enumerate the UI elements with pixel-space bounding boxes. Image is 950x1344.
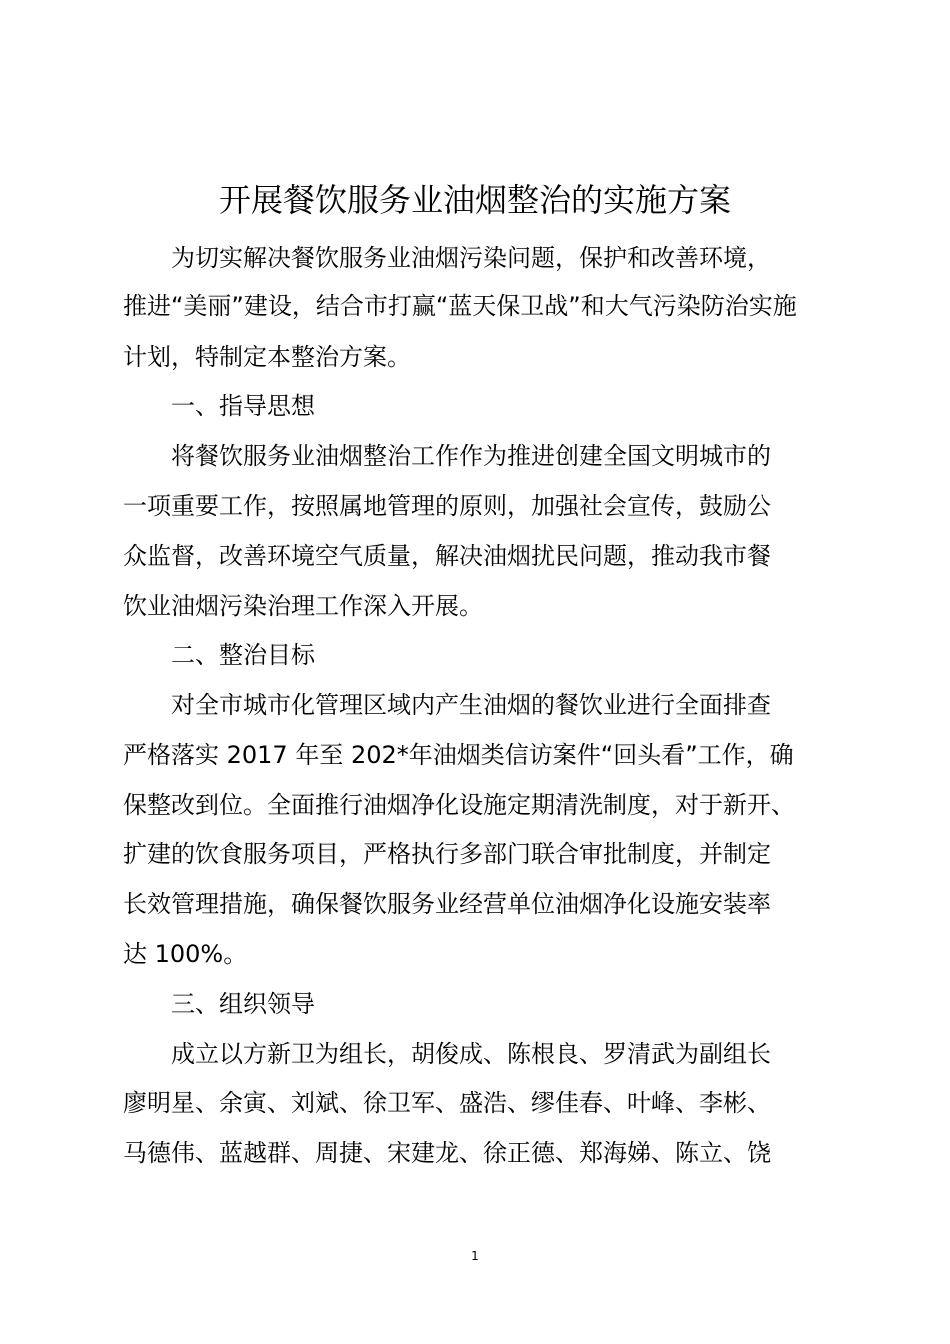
body-line: 一项重要工作，按照属地管理的原则，加强社会宣传，鼓励公 [123,492,771,520]
body-line: 众监督，改善环境空气质量，解决油烟扰民问题，推动我市餐 [123,542,771,570]
section-heading-goals: 二、整治目标 [171,641,315,669]
page-number: 1 [471,1249,479,1263]
body-line: 推进“美丽”建设，结合市打赢“蓝天保卫战”和大气污染防治实施 [123,292,797,320]
body-line: 保整改到位。全面推行油烟净化设施定期清洗制度，对于新开、 [123,791,795,819]
body-line: 成立以方新卫为组长，胡俊成、陈根良、罗清武为副组长 [171,1040,771,1068]
body-line: 扩建的饮食服务项目，严格执行多部门联合审批制度，并制定 [123,840,771,868]
section-heading-guiding-thought: 一、指导思想 [171,392,315,420]
body-line: 对全市城市化管理区域内产生油烟的餐饮业进行全面排查 [171,691,771,719]
body-line: 廖明星、余寅、刘斌、徐卫军、盛浩、缪佳春、叶峰、李彬、 [123,1089,771,1117]
section-heading-organization: 三、组织领导 [171,990,315,1018]
body-line: 饮业油烟污染治理工作深入开展。 [123,592,483,620]
document-title: 开展餐饮服务业油烟整治的实施方案 [218,181,731,219]
body-line: 长效管理措施，确保餐饮服务业经营单位油烟净化设施安装率 [123,890,771,918]
body-line: 马德伟、蓝越群、周捷、宋建龙、徐正德、郑海娣、陈立、饶 [123,1139,771,1167]
body-line: 计划，特制定本整治方案。 [123,343,411,371]
body-line: 达 100%。 [123,940,248,968]
body-line: 为切实解决餐饮服务业油烟污染问题，保护和改善环境， [171,244,771,272]
body-line: 严格落实 2017 年至 202*年油烟类信访案件“回头看”工作，确 [123,741,794,769]
body-line: 将餐饮服务业油烟整治工作作为推进创建全国文明城市的 [171,442,771,470]
